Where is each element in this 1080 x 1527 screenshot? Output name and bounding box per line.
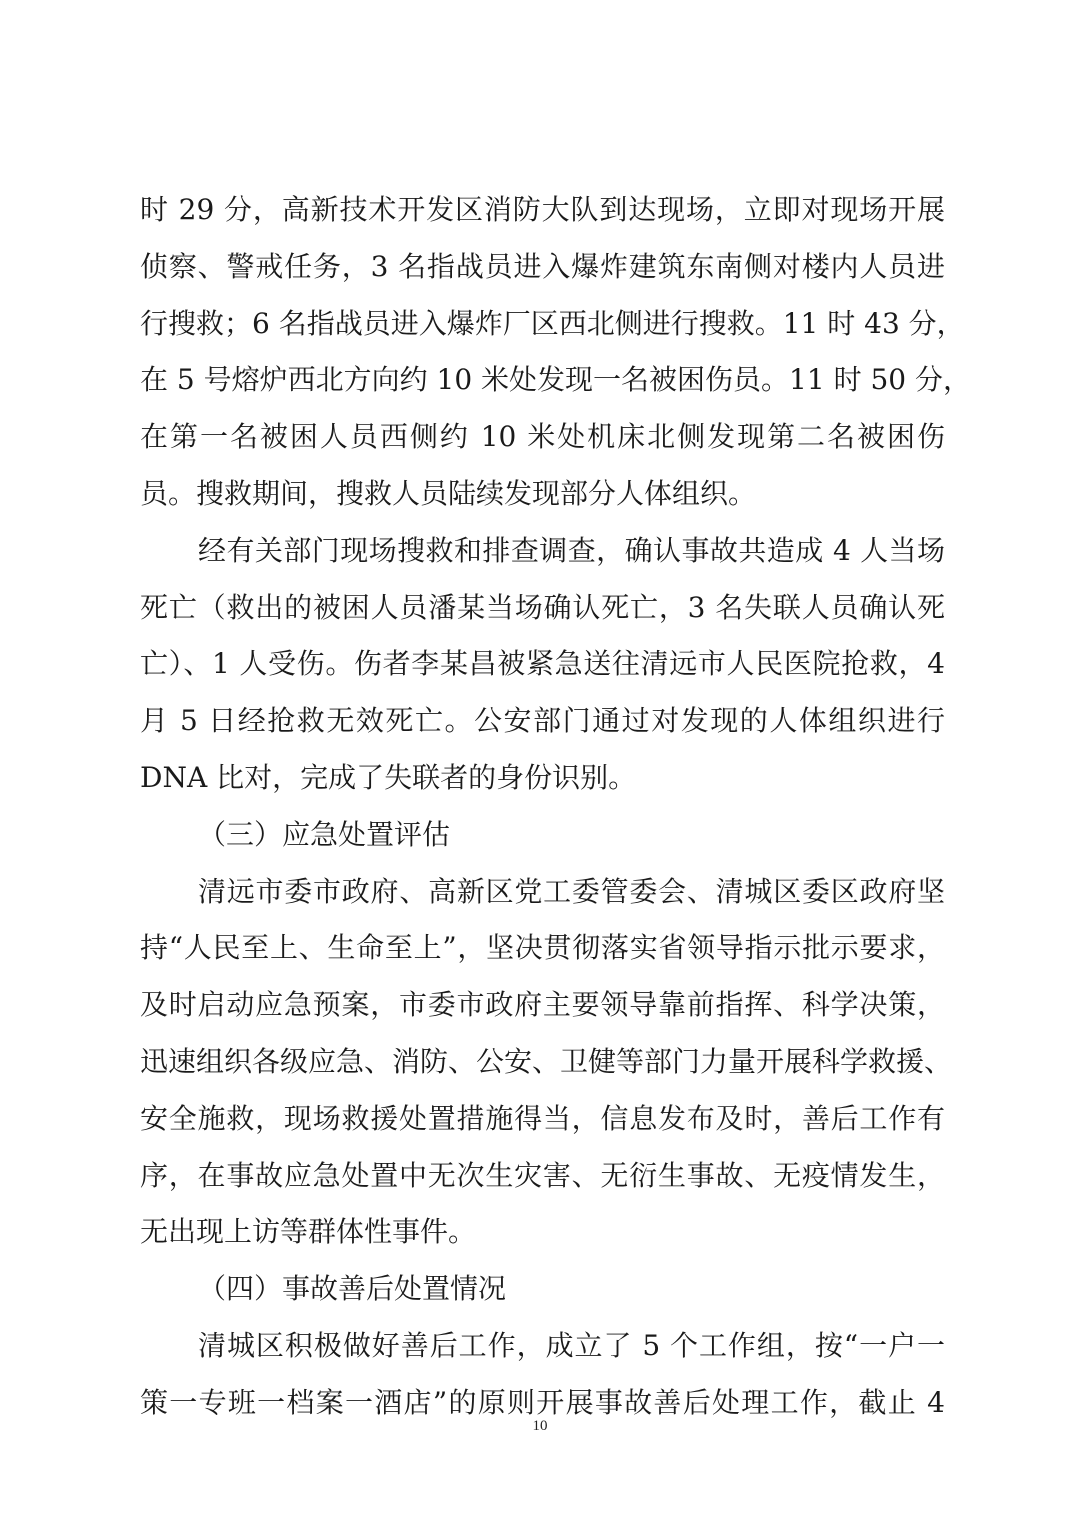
page-number: 10 <box>532 1418 548 1434</box>
paragraph-line: 亡）、1 人受伤。伤者李某昌被紧急送往清远市人民医院抢救，4 <box>140 647 945 681</box>
paragraph-line: 无出现上访等群体性事件。 <box>140 1215 477 1249</box>
paragraph-line: 死亡（救出的被困人员潘某当场确认死亡，3 名失联人员确认死 <box>140 590 945 624</box>
paragraph-line: 及时启动应急预案，市委市政府主要领导靠前指挥、科学决策， <box>140 988 945 1022</box>
paragraph-emergency-evaluation <box>140 864 953 1262</box>
paragraph-line: 月 5 日经抢救无效死亡。公安部门通过对发现的人体组织进行 <box>140 704 945 738</box>
paragraph-line: 序，在事故应急处置中无次生灾害、无衍生事故、无疫情发生， <box>140 1158 945 1192</box>
section-heading-emergency-evaluation: （三）应急处置评估 <box>198 817 451 851</box>
paragraph-casualties <box>140 523 945 807</box>
document-body <box>140 182 972 1432</box>
paragraph-line: 持“人民至上、生命至上”，坚决贯彻落实省领导指示批示要求， <box>140 931 945 965</box>
paragraph-line: 经有关部门现场搜救和排查调查，确认事故共造成 4 人当场 <box>198 533 945 567</box>
paragraph-line: 策一专班一档案一酒店”的原则开展事故善后处理工作，截止 4 <box>140 1385 945 1419</box>
paragraph-line: 清城区积极做好善后工作，成立了 5 个工作组，按“一户一 <box>198 1328 945 1362</box>
paragraph-line: 安全施救，现场救援处置措施得当，信息发布及时，善后工作有 <box>140 1101 945 1135</box>
paragraph-line: 员。搜救期间，搜救人员陆续发现部分人体组织。 <box>140 476 757 510</box>
paragraph-line: 侦察、警戒任务，3 名指战员进入爆炸建筑东南侧对楼内人员进 <box>140 249 945 283</box>
paragraph-line: 在 5 号熔炉西北方向约 10 米处发现一名被困伤员。11 时 50 分， <box>140 363 972 397</box>
paragraph-aftermath <box>140 1318 945 1432</box>
paragraph-line: 时 29 分，高新技术开发区消防大队到达现场，立即对现场开展 <box>140 193 945 226</box>
paragraph-line: 清远市委市政府、高新区党工委管委会、清城区委区政府坚 <box>198 874 945 908</box>
paragraph-line: 迅速组织各级应急、消防、公安、卫健等部门力量开展科学救援、 <box>140 1044 953 1078</box>
paragraph-line: DNA 比对，完成了失联者的身份识别。 <box>140 760 637 794</box>
paragraph-line: 行搜救；6 名指战员进入爆炸厂区西北侧进行搜救。11 时 43 分， <box>140 306 965 340</box>
paragraph-search-rescue <box>140 182 972 523</box>
section-heading-aftermath: （四）事故善后处置情况 <box>198 1272 507 1306</box>
paragraph-line: 在第一名被困人员西侧约 10 米处机床北侧发现第二名被困伤 <box>140 420 945 454</box>
